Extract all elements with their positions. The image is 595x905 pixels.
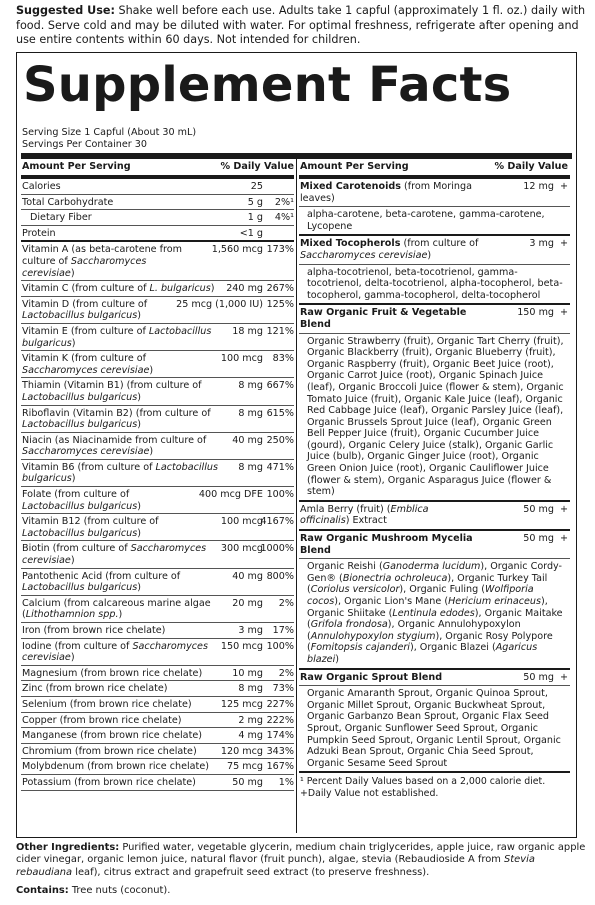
nutrient-amount: 2 mg: [238, 714, 263, 726]
nutrient-dv: 125%: [266, 298, 294, 310]
nutrient-amount: 18 mg: [232, 325, 263, 337]
nutrient-amount: 8 mg: [238, 683, 263, 695]
nutrient-name: Vitamin A (as beta-carotene from culture of Saccharomyces cerevisiae): [22, 244, 182, 279]
nutrient-amount: 4 mg: [238, 730, 263, 742]
blend-name: Raw Organic Fruit & Vegetable Blend: [300, 307, 467, 330]
nutrient-amount: 50 mg: [232, 776, 263, 788]
nutrient-name: Chromium (from brown rice chelate): [22, 745, 197, 757]
nutrient-amount: 20 mg: [232, 597, 263, 609]
nutrient-row: [21, 697, 294, 713]
other-ingredients-post: leaf), citrus extract and grapefruit seed extract (to preserve freshness).: [72, 866, 430, 878]
nutrient-name: Pantothenic Acid (from culture of Lactobacillus bulgaricus): [22, 570, 181, 594]
sprout-dv: +: [559, 671, 568, 683]
nutrient-amount: 100 mcg: [220, 516, 263, 528]
nutrient-amount: 8 mg: [238, 380, 263, 392]
nutrient-amount: 3 mg: [238, 625, 263, 636]
mushroom-amount: 50 mg: [523, 533, 554, 545]
nutrient-dv: 227%: [266, 698, 294, 710]
sprout-ingredients: Organic Amaranth Sprout, Organic Quinoa Sprout, Organic Millet Sprout, Organic Buckwheat Sprout, Organic Garbanzo Bean Sprout, Organic Flax Seed Sprout, Organic Sunflower Seed Sprout, Organic Pumpkin Seed Sprout, Organic Lentil Sprout, Organic Adzuki Bean Sprout, Organic Chia Seed Sprout, Organic Sesame Seed Sprout: [299, 686, 570, 773]
nutrient-name: Vitamin B6 (from culture of Lactobacillus bulgaricus): [22, 461, 218, 485]
nutrient-amount: 100 mcg: [220, 353, 263, 365]
amla-ital: Emblica officinalis: [300, 503, 429, 527]
nutrient-row: [21, 569, 294, 596]
blend-row: Mixed Tocopherols (from culture of Saccharomyces cerevisiae) 3 mg +: [299, 236, 570, 264]
amla-pre: Amla Berry (fruit) (: [300, 503, 391, 515]
nutrient-dv: 167%: [266, 761, 294, 773]
nutrient-amount: 40 mg: [232, 570, 263, 582]
nutrient-amount: 10 mg: [232, 667, 263, 679]
blend-name: Mixed Carotenoids: [300, 181, 401, 192]
nutrient-dv: 17%: [272, 625, 294, 636]
nutrient-row: [21, 639, 294, 666]
nutrient-row: [21, 666, 294, 682]
left-header-dv: % Daily Value: [220, 161, 294, 172]
nutrient-name: Calcium (from calcareous marine algae (Lithothamnion spp.): [22, 597, 211, 621]
nutrient-dv: 73%: [272, 683, 294, 695]
nutrient-amount: 5 g: [247, 196, 263, 208]
nutrient-row: [21, 324, 294, 351]
blend-amount: 150 mg: [517, 307, 554, 319]
blend-amount: 12 mg: [523, 181, 554, 192]
column-divider: [296, 159, 297, 833]
nutrient-row: [21, 281, 294, 297]
nutrient-name: Protein: [22, 227, 56, 239]
nutrient-dv: 173%: [266, 244, 294, 256]
nutrient-row: [21, 226, 294, 243]
right-header: [299, 159, 570, 176]
nutrient-name: Vitamin C (from culture of L. bulgaricus): [22, 283, 215, 295]
nutrient-name: Potassium (from brown rice chelate): [22, 776, 196, 788]
blend-name: Mixed Tocopherols: [300, 238, 401, 250]
amla-amount: 50 mg: [523, 503, 554, 515]
nutrient-dv: 250%: [266, 434, 294, 446]
blend-dv: +: [559, 181, 568, 192]
right-header-amount: Amount Per Serving: [300, 161, 409, 172]
nutrient-row: [21, 728, 294, 744]
nutrient-name: Iodine (from culture of Saccharomyces cerevisiae): [22, 640, 208, 664]
sprout-amount: 50 mg: [523, 671, 554, 683]
nutrient-dv: 222%: [266, 714, 294, 726]
nutrient-name: Thiamin (Vitamin B1) (from culture of Lactobacillus bulgaricus): [22, 380, 202, 403]
nutrient-row: [21, 775, 294, 791]
blend-row: [299, 305, 570, 333]
sprout-name: Raw Organic Sprout Blend: [300, 671, 443, 683]
amla-dv: +: [559, 503, 568, 515]
nutrient-name: Biotin (from culture of Saccharomyces cerevisiae): [22, 543, 207, 567]
nutrient-name: Calories: [22, 181, 61, 192]
nutrient-dv: 2%: [278, 597, 294, 609]
nutrient-dv: 667%: [266, 380, 294, 392]
left-column: [21, 159, 294, 791]
other-ingredients-pre: Purified water, vegetable glycerin, medium chain triglycerides, apple juice, raw organic apple cider vinegar, organic lemon juice, natural flavor (fruit punch), algae, stevia (Rebaudioside A from: [16, 842, 586, 866]
nutrient-row: [21, 514, 294, 541]
nutrient-amount: 25 mcg (1,000 IU): [176, 298, 263, 310]
mushroom-name: Raw Organic Mushroom Mycelia Blend: [300, 533, 473, 556]
nutrient-dv: 471%: [266, 461, 294, 473]
nutrient-amount: 300 mcg: [220, 543, 263, 555]
nutrient-dv: 343%: [266, 745, 294, 757]
blend-ingredients: Organic Strawberry (fruit), Organic Tart Cherry (fruit), Organic Blackberry (fruit), Organic Blueberry (fruit), Organic Raspberry (fruit), Organic Beet Juice (root), Organic Carrot Juice (root), Organic Spinach Juice (leaf), Organic Broccoli Juice (flower & stem), Organic Tomato Juice (fruit), Organic Kale Juice (leaf), Organic Red Cabbage Juice (leaf), Organic Parsley Juice (leaf), Organic Brussels Sprout Juice (leaf), Organic Green Bell Pepper Juice (fruit), Organic Cucumber Juice (gourd), Organic Celery Juice (stalk), Organic Garlic Juice (bulb), Organic Ginger Juice (root), Organic Green Onion Juice (root), Organic Cauliflower Juice (flower & stem), Organic Asparagus Juice (flower & stem): [299, 334, 570, 502]
nutrient-row: [21, 713, 294, 729]
nutrient-amount: 240 mg: [226, 283, 263, 295]
nutrient-name: Iron (from brown rice chelate): [22, 625, 166, 636]
nutrient-amount: 150 mcg: [220, 640, 263, 652]
nutrient-name: Copper (from brown rice chelate): [22, 714, 182, 726]
servings-per-container: Servings Per Container 30: [22, 139, 147, 150]
blend-list: [299, 179, 570, 502]
nutrient-name: Vitamin E (from culture of Lactobacillus bulgaricus): [22, 325, 212, 349]
amla-row: [299, 502, 570, 531]
nutrient-name: Manganese (from brown rice chelate): [22, 730, 202, 742]
nutrient-dv: 800%: [266, 570, 294, 582]
nutrient-dv: 100%: [266, 489, 294, 501]
nutrient-name: Niacin (as Niacinamide from culture of Saccharomyces cerevisiae): [22, 434, 207, 458]
nutrient-amount: 1 g: [247, 212, 263, 224]
right-column: [299, 159, 570, 799]
other-ingredients-label: Other Ingredients:: [16, 842, 120, 853]
amla-post: ) Extract: [345, 515, 387, 527]
nutrient-name: Folate (from culture of Lactobacillus bulgaricus): [22, 489, 142, 512]
nutrient-dv: 174%: [266, 730, 294, 742]
nutrient-amount: 125 mcg: [220, 698, 263, 710]
nutrient-name: Vitamin D (from culture of Lactobacillus bulgaricus): [22, 298, 148, 322]
nutrient-dv: 4%¹: [274, 212, 294, 224]
nutrient-amount: 1,560 mcg: [211, 244, 263, 256]
nutrient-row: [21, 351, 294, 378]
nutrient-amount: 8 mg: [238, 461, 263, 473]
suggested-use-label: Suggested Use:: [16, 4, 115, 17]
other-ingredients: [16, 842, 586, 879]
nutrient-amount: 25: [250, 181, 263, 192]
nutrient-dv: 2%¹: [274, 196, 294, 208]
nutrient-dv: 83%: [272, 353, 294, 365]
nutrient-dv: 267%: [266, 283, 294, 295]
other-ingredients-ital: Stevia rebaudiana: [16, 854, 535, 878]
suggested-use-text: Shake well before each use. Adults take 1 capful (approximately 1 fl. oz.) daily with food. Serve cold and may be diluted with water. For optimal freshness, refrigerate after opening and use entire contents within 60 days. Not intended for children.: [16, 4, 586, 47]
nutrient-dv: 1%: [278, 776, 294, 788]
nutrient-row: [21, 433, 294, 460]
nutrient-dv: 1000%: [260, 543, 294, 555]
supplement-facts-panel: [16, 52, 577, 838]
nutrient-row: [21, 179, 294, 195]
blend-dv: +: [559, 307, 568, 319]
nutrient-row: [21, 596, 294, 623]
nutrient-amount: 120 mcg: [220, 745, 263, 757]
nutrient-name: Zinc (from brown rice chelate): [22, 683, 168, 695]
nutrient-name: Selenium (from brown rice chelate): [22, 698, 192, 710]
contains-text: Tree nuts (coconut).: [68, 885, 171, 896]
footnote-plus: +Daily Value not established.: [300, 787, 439, 799]
nutrient-name: Dietary Fiber: [30, 212, 92, 224]
nutrient-name: Vitamin K (from culture of Saccharomyces cerevisiae): [22, 353, 154, 376]
nutrient-dv: 4167%: [260, 516, 294, 528]
nutrient-name: Molybdenum (from brown rice chelate): [22, 761, 209, 773]
nutrient-dv: 121%: [266, 325, 294, 337]
nutrient-row: [21, 195, 294, 211]
blend-amount: 3 mg: [529, 238, 554, 250]
footnote-dv: ¹ Percent Daily Values based on a 2,000 calorie diet.: [300, 776, 546, 788]
serving-info: [22, 127, 196, 151]
nutrient-row: [21, 242, 294, 281]
nutrient-name: Magnesium (from brown rice chelate): [22, 667, 203, 679]
nutrient-dv: 615%: [266, 407, 294, 419]
nutrient-row: [21, 378, 294, 405]
footnotes: [299, 773, 570, 799]
nutrient-name: Total Carbohydrate: [22, 196, 114, 208]
blend-ingredients: alpha-tocotrienol, beta-tocotrienol, gamma-tocotrienol, delta-tocotrienol, alpha-tocopherol, beta-tocopherol, gamma-tocopherol, delta-tocopherol: [299, 265, 570, 306]
nutrient-row: [21, 210, 294, 226]
nutrient-row: [21, 460, 294, 487]
nutrient-amount: 40 mg: [232, 434, 263, 446]
nutrient-row: [21, 541, 294, 568]
nutrient-dv: 2%: [278, 667, 294, 679]
nutrient-row: [21, 406, 294, 433]
contains-label: Contains:: [16, 885, 69, 896]
right-header-dv: % Daily Value: [494, 161, 568, 172]
nutrient-dv: 100%: [266, 640, 294, 652]
mushroom-dv: +: [559, 533, 568, 545]
blend-ingredients: alpha-carotene, beta-carotene, gamma-carotene, Lycopene: [299, 207, 570, 236]
nutrient-amount: <1 g: [239, 227, 263, 239]
suggested-use: [16, 4, 586, 48]
nutrient-row: [21, 487, 294, 514]
contains-statement: [16, 885, 170, 896]
nutrient-list: [21, 179, 294, 791]
left-header-amount: Amount Per Serving: [22, 161, 131, 172]
nutrient-name: Riboflavin (Vitamin B2) (from culture of Lactobacillus bulgaricus): [22, 407, 211, 431]
nutrient-name: Vitamin B12 (from culture of Lactobacillus bulgaricus): [22, 516, 159, 539]
blend-dv: +: [559, 238, 568, 250]
sprout-row: [299, 670, 570, 687]
nutrient-row: [21, 744, 294, 760]
panel-title: Supplement Facts: [23, 57, 512, 113]
mushroom-row: [299, 531, 570, 559]
left-header: [21, 159, 294, 176]
serving-size: Serving Size 1 Capful (About 30 mL): [22, 127, 197, 138]
mushroom-ingredients: Organic Reishi (Ganoderma lucidum), Organic Cordy-Gen® (Bionectria ochroleuca), Organic Turkey Tail (Coriolus versicolor), Organic Fuling (Wolfiporia cocos), Organic Lion's Mane (Hericium erinaceus), Organic Shiitake (Lentinula edodes), Organic Maitake (Grifola frondosa), Organic Annulohypoxylon (Annulohypoxylon stygium), Organic Rosy Polypore (Fomitopsis cajanderi), Organic Blazei (Agaricus blazei): [299, 559, 570, 669]
blend-row: Mixed Carotenoids (from Moringa leaves) 12 mg +: [299, 179, 570, 207]
nutrient-row: [21, 623, 294, 639]
nutrient-row: [21, 681, 294, 697]
nutrient-amount: 400 mcg DFE: [198, 489, 263, 501]
nutrient-row: [21, 297, 294, 324]
nutrient-amount: 8 mg: [238, 407, 263, 419]
nutrient-amount: 75 mcg: [227, 761, 263, 773]
nutrient-row: [21, 759, 294, 775]
